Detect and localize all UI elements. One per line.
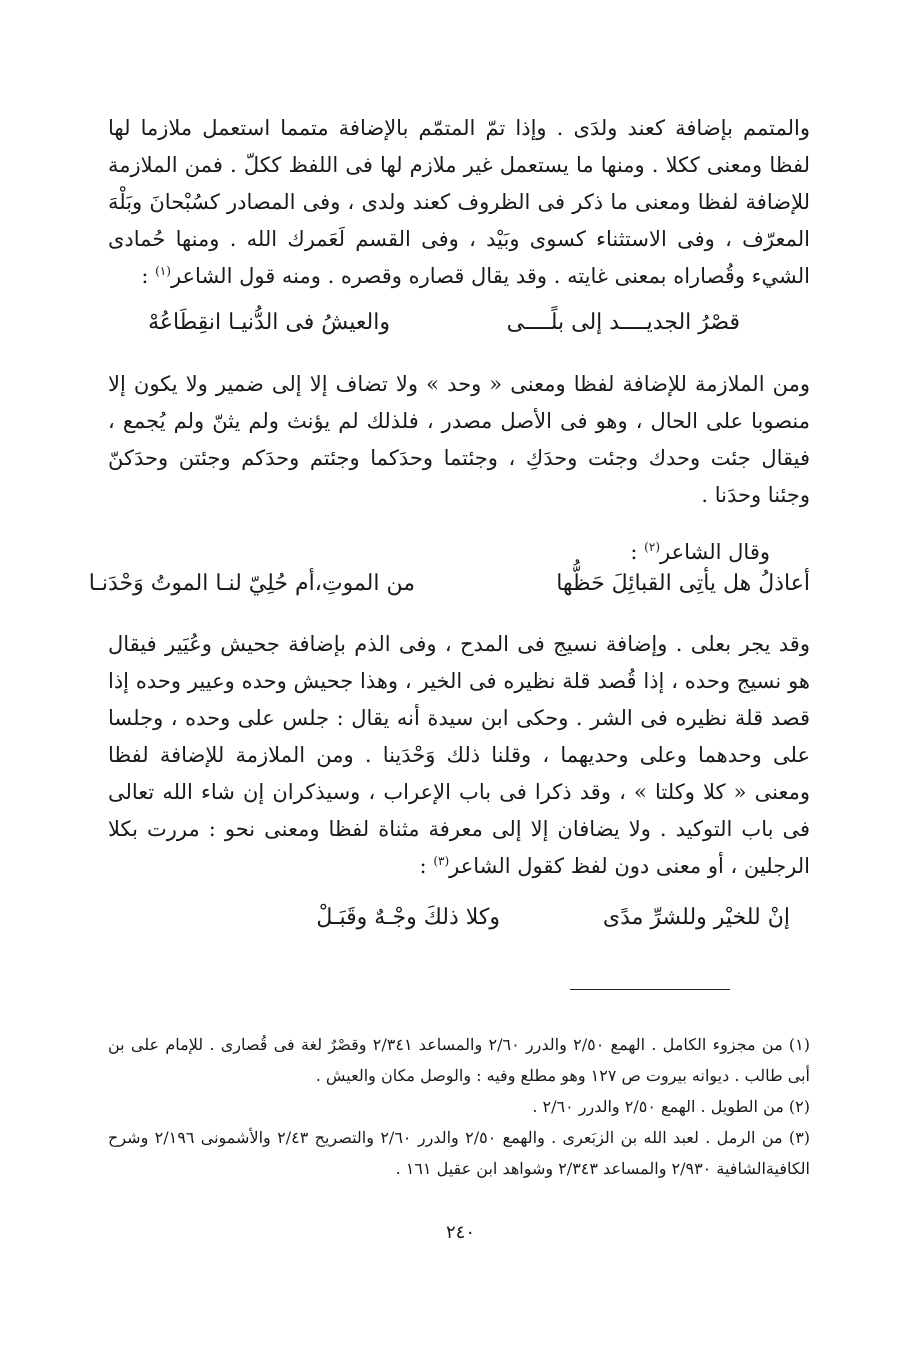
- verse-second-hemistich: وكلا ذلكَ وجْـهٌ وقَبَـلْ: [316, 905, 500, 930]
- footnote-3: (٣) من الرمل . لعبد الله بن الزبَعرى . والهمع ٢/٥٠ والدرر ٢/٦٠ والتصريح ٢/٤٣ والأشمونى ٢/١٩٦ وشرح الكافيةالشافية ٢/٩٣٠ والمساعد ٢/٣٤٣ وشواهد ابن عقيل ١٦١ .: [108, 1128, 811, 1178]
- footnote-1: (١) من مجزوء الكامل . الهمع ٢/٥٠ والدرر ٢/٦٠ والمساعد ٢/٣٤١ وقصْرٌ لغة فى قُصارى . للإمام على بن أبى طالب . ديوانه بيروت ص ١٢٧ وهو مطلع وفيه : والوصل مكان والعيش .: [108, 1035, 811, 1085]
- verse-2: [88, 571, 810, 611]
- footnote-ref: (٣): [433, 854, 450, 868]
- verse-first-hemistich: إنْ للخيْر وللشرِّ مدًى: [602, 905, 790, 930]
- paragraph-tail: :: [419, 854, 434, 878]
- paragraph-text: وقال الشاعر: [660, 540, 770, 564]
- paragraph-tail: :: [141, 264, 156, 288]
- paragraph-tail: :: [630, 540, 645, 564]
- paragraph-text: وقد يجر بعلى . وإضافة نسيج فى المدح ، وفى الذم بإضافة جحيش وعُيَير فيقال هو نسيج وحده ، إذا قُصد قلة نظيره فى الخير ، وهذا جحيش وحده وعيير وحده إذا قصد قلة نظيره فى الشر . وحكى ابن سيدة أنه يقال : جلس على وحده ، وجلسا على وحدهما وعلى وحديهما ، وقلنا ذلك وَحْدَينا . ومن الملازمة للإضافة لفظا ومعنى « كلا وكلتا » ، وقد ذكرا فى باب الإعراب ، وسيذكران إن شاء الله تعالى فى باب التوكيد . ولا يضافان إلا إلى معرفة مثناة لفظا ومعنى نحو : مررت بكلا الرجلين ، أو معنى دون لفظ كقول الشاعر: [108, 632, 810, 878]
- footnote-ref: (٢): [644, 540, 660, 554]
- page-number: ٢٤٠: [445, 1222, 475, 1243]
- paragraph-text: والمتمم بإضافة كعند ولدَى . وإذا تمّ المتمّم بالإضافة متمما استعمل ملازما لها لفظا ومعنى ككلا . ومنها ما يستعمل غير ملازم لها فى اللفظ ككلّ . فمن الملازمة للإضافة لفظا ومعنى ما ذكر فى الظروف كعند ولدى ، وفى المصادر كسُبْحانَ وبَلْهَ المعرّف ، وفى الاستثناء كسوى وبَيْد ، وفى القسم لَعَمرك الله . ومنها حُمادى الشيء وقُصاراه بمعنى غايته . وقد يقال قصاره وقصره . ومنه قول الشاعر: [108, 116, 810, 288]
- verse-second-hemistich: من الموتِ،أم حُلِيّ لنـا الموتُ وَحْدَنـا: [88, 571, 415, 596]
- verse-3: [108, 905, 810, 945]
- paragraph-4: [108, 626, 810, 885]
- verse-second-hemistich: والعيشُ فى الدُّنيـا انقِطَاعُهْ: [148, 310, 390, 335]
- footnote-separator: [570, 989, 730, 990]
- footnote-2: (٢) من الطويل . الهمع ٢/٥٠ والدرر ٢/٦٠ .: [532, 1097, 810, 1116]
- verse-first-hemistich: أعاذلُ هل يأتِى القبائِلَ حَظُّها: [556, 571, 810, 596]
- paragraph-text: ومن الملازمة للإضافة لفظا ومعنى « وحد » ولا تضاف إلا إلى ضمير ولا يكون إلا منصوبا على الحال ، وهو فى الأصل مصدر ، فلذلك لم يؤنث ولم يثنّ ولم يُجمع ، فيقال جئت وحدك وجئت وحدَكِ ، وجئتما وحدَكما وجئتم وحدَكم وجئتن وحدَكنّ وجئنا وحدَنا .: [108, 372, 810, 507]
- footnote-ref: (١): [155, 264, 171, 278]
- verse-first-hemistich: قصْرُ الجديــــد إلى بلًــــى: [506, 310, 740, 335]
- footnotes: [108, 1029, 810, 1184]
- paragraph-1: [108, 110, 810, 295]
- paragraph-2: [108, 366, 810, 514]
- paragraph-3: [108, 534, 810, 571]
- verse-1: [108, 310, 810, 350]
